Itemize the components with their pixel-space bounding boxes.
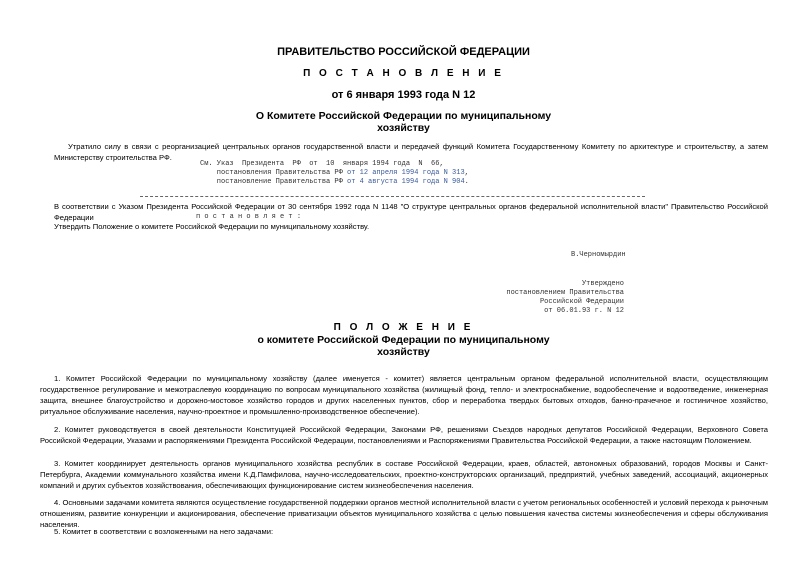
reference-link-904[interactable]: от 4 августа 1994 года N 904	[347, 178, 465, 186]
decree-type: П О С Т А Н О В Л Е Н И Е	[303, 68, 504, 79]
invalidation-note: Утратило силу в связи с реорганизацией центральных органов государственной власти и передачей функций Комитета Государственному Комитету по архитектуре и строительству, а затем Министерству строительства РФ.	[54, 142, 768, 162]
paragraph-2: 2. Комитет руководствуется в своей деятельности Конституцией Российской Федерации, Законами РФ, решениями Съездов народных депутатов Российской Федерации, Верховного Совета Российской Федерации, Указами и распоряжениями Президента Российской Федерации, постановлениями и Распоряжениями Правительства Российской Федерации, а также настоящим Положением.	[40, 425, 768, 445]
regulation-subtitle-line2: хозяйству	[377, 346, 430, 358]
paragraph-4: 4. Основными задачами комитета являются осуществление государственной поддержки органов местной исполнительной власти с учетом региональных особенностей и условий перехода к рыночным отношениям, развитие конкуренции и акционирования, обеспечение приватизации объектов муниципального хозяйства с целью повышения качества системы жизнеобеспечения и сферы обслуживания населения.	[40, 498, 768, 529]
reference-2-suffix: ,	[464, 169, 469, 177]
paragraph-3: 3. Комитет координирует деятельность органов муниципального хозяйства республик в составе Российской Федерации, краев, областей, автономных образований, городов Москвы и Санкт-Петербурга, Академии коммунального хозяйства имени К.Д.Памфилова, научно-исследовательских, проектно-конструкторских организаций, предприятий, учебных заведений, ассоциаций, акционерных компаний и других субъектов хозяйствования, обеспечивающих функционирование систем жизнеобеспечения населения.	[40, 459, 768, 490]
reference-3-prefix: постановление Правительства РФ	[200, 178, 348, 186]
reference-2-prefix: постановления Правительства РФ	[200, 169, 348, 177]
reference-link-313[interactable]: от 12 апреля 1994 года N 313	[347, 169, 465, 177]
approved-line: постановлением Правительства	[506, 289, 624, 297]
decree-title-line1: О Комитете Российской Федерации по муниципальному	[255, 110, 552, 122]
reference-line-2	[200, 169, 469, 178]
decree-date-number: от 6 января 1993 года N 12	[331, 89, 476, 101]
decree-title-line2: хозяйству	[377, 122, 430, 134]
regulation-heading: П О Л О Ж Е Н И Е	[333, 322, 474, 333]
paragraph-5: 5. Комитет в соответствии с возложенными на него задачами:	[54, 527, 274, 536]
reference-line-1: См. Указ Президента РФ от 10 января 1994 года N 66,	[200, 160, 444, 168]
decree-word: п о с т а н о в л я е т :	[196, 213, 302, 221]
approved-line: от 06.01.93 г. N 12	[544, 307, 624, 315]
reference-3-suffix: .	[464, 178, 469, 186]
government-header: ПРАВИТЕЛЬСТВО РОССИЙСКОЙ ФЕДЕРАЦИИ	[277, 46, 530, 58]
approve-paragraph: Утвердить Положение о комитете Российской Федерации по муниципальному хозяйству.	[54, 222, 370, 231]
approved-line: Российской Федерации	[539, 298, 624, 306]
reference-line-3	[200, 178, 469, 187]
approved-block	[470, 280, 624, 316]
signature: В.Черномырдин	[571, 251, 626, 259]
separator-line	[140, 196, 645, 197]
approved-line: Утверждено	[581, 280, 624, 288]
accordance-paragraph: В соответствии с Указом Президента Российской Федерации от 30 сентября 1992 года N 1148 "О структуре центральных органов федеральной исполнительной власти" Правительство Российской Федерации	[54, 202, 768, 222]
paragraph-1: 1. Комитет Российской Федерации по муниципальному хозяйству (далее именуется - комитет) является центральным органом федеральной исполнительной власти, осуществляющим государственное регулирование и межотраслевую координацию по вопросам муниципального хозяйства (жилищный фонд, тепло- и электроснабжение, водообеспечение и водоотведение, инженерная защита, внешнее благоустройство и дорожно-мостовое хозяйство городов и других населенных пунктов, сбор и переработка твердых бытовых отходов, банно-прачечное и гостиничное хозяйство, ритуальное обслуживание населения, научно-проектное и промышленно-производственное обеспечение).	[40, 374, 768, 416]
regulation-subtitle-line1: о комитете Российской Федерации по муниципальному	[257, 334, 550, 346]
